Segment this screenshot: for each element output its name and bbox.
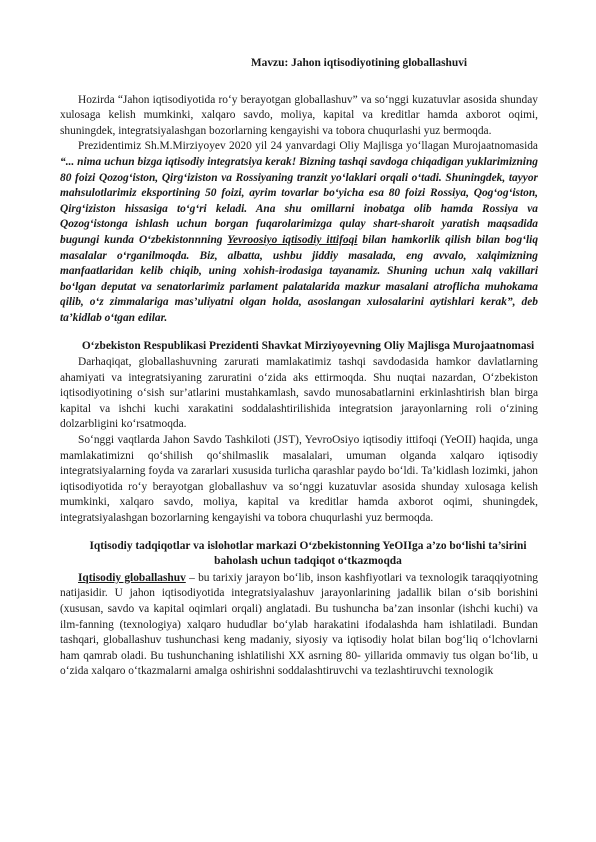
paragraph-1: Hozirda “Jahon iqtisodiyotida ro‘y berayotgan globallashuv” va so‘nggi kuzatuvlar asosida shunday xulosaga kelish mumkinki, xalqaro savdo, moliya, kapital va kreditlar hamda axborot oqimi, shuningdek, integratsiyalashgan bozorlarning kengayishi va tobora chuqurlashi yuz bermoqda. — [60, 93, 538, 137]
paragraph-4: So‘nggi vaqtlarda Jahon Savdo Tashkiloti (JST), YevroOsiyo iqtisodiy ittifoqi (YeOII) haqida, unga mamlakatimizni qo‘shilish qo‘shilmaslik masalalari, umuman olganda xalqaro iqtisodiy integratsiyalarning foyda va zararlari xususida turlicha qarashlar paydo bo‘ldi. Ta’kidlash lozimki, jahon iqtisodiyotida ro‘y berayotgan globallashuv va so‘nggi kuzatuvlar asosida shunday xulosaga kelish mumkinki, xalqaro savdo, moliya, kapital va kreditlar hamda axborot oqimi, shuningdek, integratsiyalashgan bozorlarning kengayishi va tobora chuqurlashi yuz bermoqda. — [60, 434, 538, 525]
document-page — [60, 56, 538, 680]
eaeu-link[interactable]: Yevroosiyo iqtisodiy ittifoqi — [227, 233, 358, 246]
president-quote-part-1: “... nima uchun bizga iqtisodiy integratsiya kerak! Bizning tashqi savdoga chiqadigan yuklarimizning 80 foizi Qozog‘iston, Qirg‘iziston va Rossiyaning tranzit yo‘laklari orqali o‘tadi. Shuningdek, tayyor mahsulotlarimiz eksportining 50 foizi, ayrim tovarlar bo‘yicha esa 80 foizi Rossiya, Qog‘og‘iston, Qirg‘iziston hissasiga to‘g‘ri keladi. Ana shu omillarni inobatga olib hamda Rossiya va Qozog‘istonga ishlash uchun borgan fuqarolarimizga qulay shart-sharoit yaratish maqsadida bugungi kunda O‘zbekistonnning — [60, 155, 538, 246]
section-heading-1: O‘zbekiston Respublikasi Prezidenti Shavkat Mirziyoyevning Oliy Majlisga Murojaatnomasi — [81, 339, 535, 352]
paragraph-3: Darhaqiqat, globallashuvning zarurati mamlakatimiz tashqi savdodasida hamkor davlatlarning ahamiyati va integratsiyaning zaruratini o‘zida aks ettirmoqda. Shu nuqtai nazardan, O‘zbekiston iqtisodiyotining o‘sish sur’atlarini mustahkamlash, savdo munosabatlarnini erkinlashtirish blan birga kapital va ishchi kuchi xarakatini soddalashtirilishida integratsion jarayonlarning roli o‘zining dolzarbligini ko‘rsatmoqda. — [60, 356, 538, 431]
paragraph-2-intro: Prezidentimiz Sh.M.Mirziyoyev 2020 yil 24 yanvardagi Oliy Majlisga yo‘llagan Murojaatnomasida — [78, 140, 538, 153]
paragraph-2 — [60, 139, 538, 326]
president-quote-part-2: bilan hamkorlik qilish bilan bog‘liq masalalar o‘rganilmoqda. Biz, albatta, ushbu jiddiy masalada, eng avvalo, xalqimizning manfaatlaridan kelib chiqib, uning xohish-irodasiga tayanamiz. Shuning uchun xalq vakillari bo‘lgan deputat va senatorlarimiz parlament palatalarida mazkur masalani atroflicha muhokama qilib, o‘z zimmalariga mas’uliyatni olgan holda, asoslangan xulosalarini aytishlari kerak”, deb ta’kidlab o‘tgan edilar. — [60, 233, 539, 324]
paragraph-5 — [60, 571, 538, 680]
paragraph-5-text: – bu tarixiy jarayon bo‘lib, inson kashfiyotlari va texnologik taraqqiyotning natijasidir. U jahon iqtisodiyotida integratsiyalashuv jarayonlarining jadallik bilan o‘sib borishini (xususan, savdo va kapital oqimlari orqali) anglatadi. Bu tushuncha ba’zan insonlar (ishchi kuchi) va ilm-fanning (texnologiya) xalqaro hududlar bo‘ylab harakatini ifodalashda ham ishlatiladi. Bundan tashqari, globallashuv tushunchasi keng madaniy, siyosiy va iqtisodiy holat bilan bog‘liq o‘lchovlarni ham qamrab oladi. Bu tushunchaning ishlatilishi XX asrning 80- yillarida ommaviy tus olgan bo‘lib, u o‘zida xalqaro o‘tkazmalarni amalga oshirishni soddalashtiruvchi va tezlashtiruvchi texnologik — [60, 571, 538, 678]
document-title: Mavzu: Jahon iqtisodiyotining globallashuvi — [250, 57, 468, 69]
term-economic-globalization: Iqtisodiy globallashuv — [78, 571, 186, 584]
section-heading-2: Iqtisodiy tadqiqotlar va islohotlar markazi O‘zbekistonning YeOIIga a’zo bo‘lishi ta’sirini baholash uchun tadqiqot o‘tkazmoqda — [89, 539, 527, 568]
